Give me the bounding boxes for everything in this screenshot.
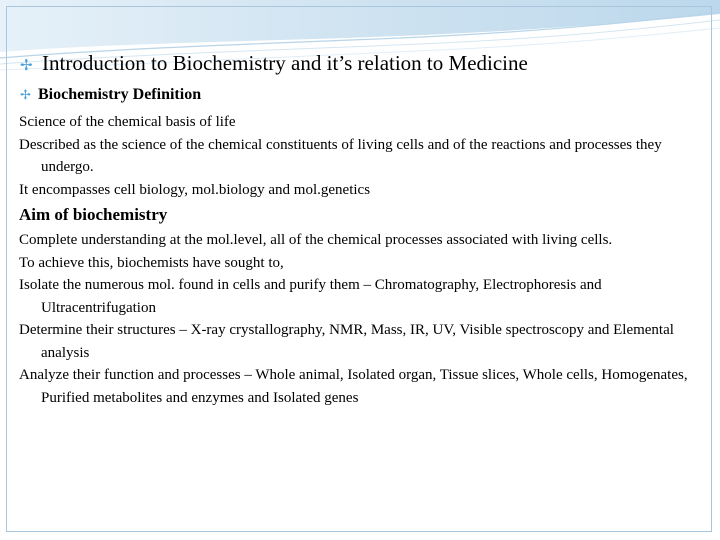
slide-title — [20, 50, 528, 78]
aim-heading: Aim of biochemistry — [19, 205, 168, 224]
aim-line: Analyze their function and processes – Whole animal, Isolated organ, Tissue slices, Whole cells, Homogenates, Purified metabolites and enzymes and Isolated genes — [19, 367, 688, 406]
subtitle-text: Biochemistry Definition — [38, 86, 202, 103]
bullet-icon: ✢ — [20, 88, 31, 103]
bullet-icon: ✢ — [20, 56, 33, 74]
title-text: Introduction to Biochemistry and it’s relation to Medicine — [42, 51, 528, 75]
aim-line: Isolate the numerous mol. found in cells and purify them – Chromatography, Electrophoresis and Ultracentrifugation — [19, 277, 602, 316]
subtitle — [20, 85, 201, 106]
aim-line: Determine their structures – X-ray crystallography, NMR, Mass, IR, UV, Visible spectroscopy and Elemental analysis — [19, 322, 674, 361]
aim-line: Complete understanding at the mol.level, all of the chemical processes associated with living cells. — [19, 232, 613, 248]
aim-line: To achieve this, biochemists have sought to, — [19, 254, 284, 271]
slide-body — [19, 111, 709, 409]
definition-line: Described as the science of the chemical constituents of living cells and of the reactions and processes they undergo. — [19, 136, 662, 175]
definition-line: It encompasses cell biology, mol.biology and mol.genetics — [19, 181, 371, 198]
definition-line: Science of the chemical basis of life — [19, 114, 236, 130]
